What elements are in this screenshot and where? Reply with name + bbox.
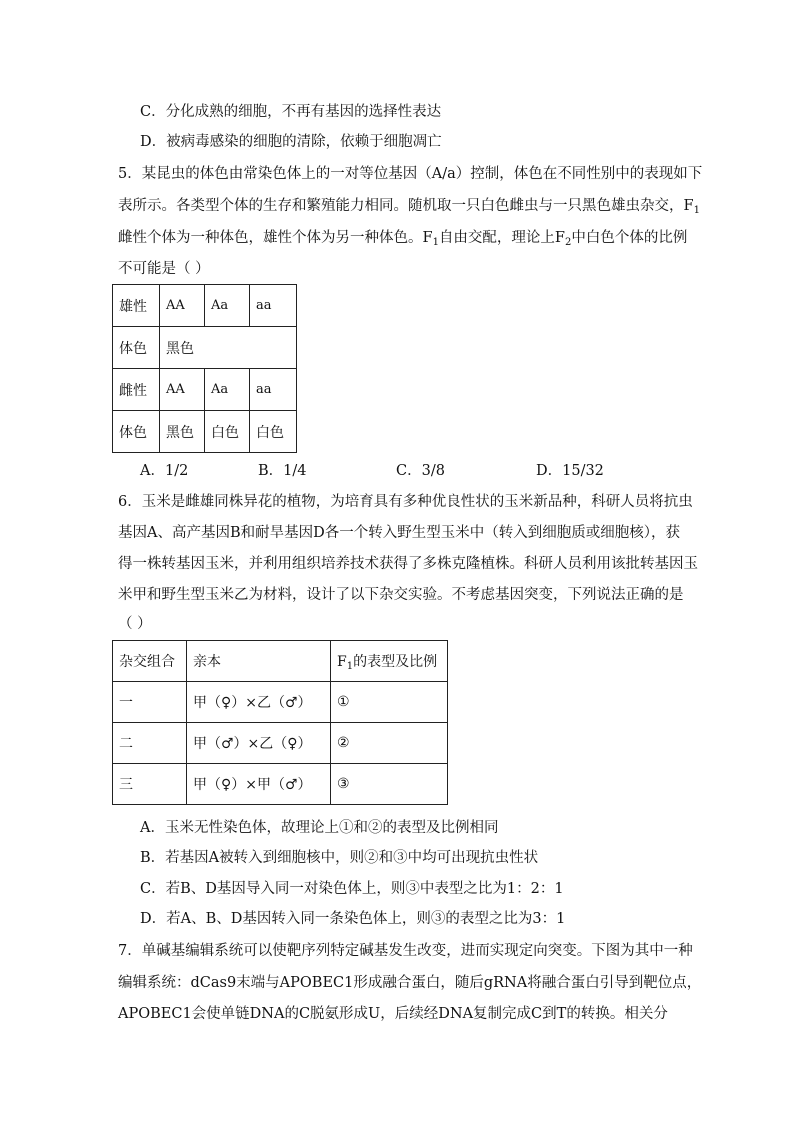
q5-stem-line-2 bbox=[118, 196, 700, 216]
table-cell: 黑色 bbox=[160, 411, 205, 453]
table-row bbox=[113, 411, 297, 453]
q5-option-d: D．15/32 bbox=[536, 463, 604, 479]
q5-stem-line-4: 不可能是（ ） bbox=[118, 261, 210, 277]
header-text: F bbox=[337, 654, 347, 670]
table-row bbox=[113, 723, 448, 764]
q6-option-b: B．若基因A被转入到细胞核中，则②和③中均可出现抗虫性状 bbox=[140, 850, 539, 866]
q6-cross-table bbox=[112, 640, 448, 805]
q6-option-a: A．玉米无性染色体，故理论上①和②的表型及比例相同 bbox=[140, 820, 499, 836]
table-cell: aa bbox=[250, 285, 297, 327]
table-header: 亲本 bbox=[187, 641, 331, 682]
q4-option-c: C．分化成熟的细胞，不再有基因的选择性表达 bbox=[140, 104, 442, 120]
q6-option-c: C．若B、D基因导入同一对染色体上，则③中表型之比为1：2：1 bbox=[140, 881, 564, 897]
table-cell: 三 bbox=[113, 764, 187, 805]
table-cell: 白色 bbox=[250, 411, 297, 453]
table-cell: 体色 bbox=[113, 327, 160, 369]
q6-stem-line-3: 得一株转基因玉米，并利用组织培养技术获得了多株克隆植株。科研人员利用该批转基因玉 bbox=[118, 556, 698, 572]
q6-stem-line-5: （ ） bbox=[118, 616, 152, 632]
table-cell: AA bbox=[160, 285, 205, 327]
q5-stem-line-1: 5．某昆虫的体色由常染色体上的一对等位基因（A/a）控制，体色在不同性别中的表现如下 bbox=[118, 166, 703, 182]
subscript: 2 bbox=[565, 237, 572, 248]
table-row bbox=[113, 764, 448, 805]
table-cell: aa bbox=[250, 369, 297, 411]
q5-stem-line-3 bbox=[118, 228, 687, 248]
table-cell: ① bbox=[331, 682, 448, 723]
table-row bbox=[113, 327, 297, 369]
table-cell: ② bbox=[331, 723, 448, 764]
table-cell: 二 bbox=[113, 723, 187, 764]
q5-stem-line-3-c: 中白色个体的比例 bbox=[571, 230, 688, 246]
q5-color-table bbox=[112, 284, 297, 453]
q7-stem-line-2: 编辑系统：dCas9末端与APOBEC1形成融合蛋白，随后gRNA将融合蛋白引导到靶位点， bbox=[118, 975, 702, 991]
subscript: 1 bbox=[432, 237, 439, 248]
q7-stem-line-1: 7．单碱基编辑系统可以使靶序列特定碱基发生改变，进而实现定向突变。下图为其中一种 bbox=[118, 943, 693, 959]
q5-option-b: B．1/4 bbox=[258, 463, 307, 479]
subscript: 1 bbox=[346, 661, 354, 672]
table-cell: 甲（♀）×乙（♂） bbox=[187, 682, 331, 723]
table-header: 杂交组合 bbox=[113, 641, 187, 682]
header-text: 的表型及比例 bbox=[353, 654, 438, 670]
q6-stem-line-2: 基因A、高产基因B和耐旱基因D各一个转入野生型玉米中（转入到细胞质或细胞核），获 bbox=[118, 525, 680, 541]
q5-option-a: A．1/2 bbox=[140, 463, 189, 479]
q6-stem-line-4: 米甲和野生型玉米乙为材料，设计了以下杂交实验。不考虑基因突变，下列说法正确的是 bbox=[118, 587, 684, 603]
table-cell: 体色 bbox=[113, 411, 160, 453]
table-row bbox=[113, 641, 448, 682]
table-cell: 一 bbox=[113, 682, 187, 723]
table-cell: 甲（♂）×乙（♀） bbox=[187, 723, 331, 764]
table-cell: Aa bbox=[205, 285, 250, 327]
q6-stem-line-1: 6．玉米是雌雄同株异花的植物，为培育具有多种优良性状的玉米新品种，科研人员将抗虫 bbox=[118, 494, 693, 510]
q5-option-c: C．3/8 bbox=[396, 463, 445, 479]
table-cell: Aa bbox=[205, 369, 250, 411]
table-header bbox=[331, 641, 448, 682]
q5-stem-line-3-b: 自由交配，理论上F bbox=[438, 230, 565, 246]
table-cell: 雄性 bbox=[113, 285, 160, 327]
table-cell: ③ bbox=[331, 764, 448, 805]
table-cell: AA bbox=[160, 369, 205, 411]
table-row bbox=[113, 369, 297, 411]
subscript: 1 bbox=[693, 205, 700, 216]
table-cell: 雌性 bbox=[113, 369, 160, 411]
q7-stem-line-3: APOBEC1会使单链DNA的C脱氨形成U，后续经DNA复制完成C到T的转换。相关分 bbox=[118, 1006, 668, 1022]
table-row bbox=[113, 285, 297, 327]
table-cell: 黑色 bbox=[160, 327, 297, 369]
table-row bbox=[113, 682, 448, 723]
table-cell: 白色 bbox=[205, 411, 250, 453]
q4-option-d: D．被病毒感染的细胞的清除，依赖于细胞凋亡 bbox=[140, 134, 442, 150]
q5-stem-line-2-text: 表所示。各类型个体的生存和繁殖能力相同。随机取一只白色雌虫与一只黑色雄虫杂交，F bbox=[118, 198, 694, 214]
q6-option-d: D．若A、B、D基因转入同一条染色体上，则③的表型之比为3：1 bbox=[140, 911, 566, 927]
table-cell: 甲（♀）×甲（♂） bbox=[187, 764, 331, 805]
q5-stem-line-3-a: 雌性个体为一种体色，雄性个体为另一种体色。F bbox=[118, 230, 433, 246]
